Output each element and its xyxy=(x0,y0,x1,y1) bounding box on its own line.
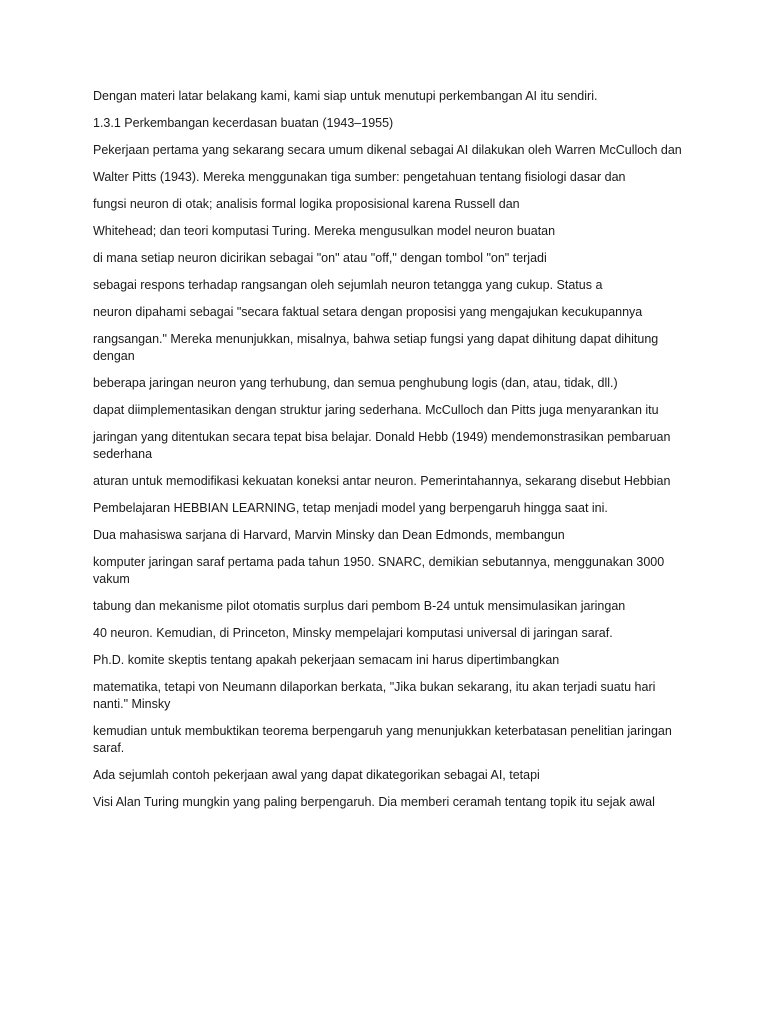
paragraph: di mana setiap neuron dicirikan sebagai "on" atau "off," dengan tombol "on" terjadi xyxy=(93,251,547,265)
paragraph: neuron dipahami sebagai "secara faktual setara dengan proposisi yang mengajukan kecukupannya xyxy=(93,305,643,319)
paragraph: Dengan materi latar belakang kami, kami siap untuk menutupi perkembangan AI itu sendiri. xyxy=(93,89,598,103)
paragraph: Pembelajaran HEBBIAN LEARNING, tetap menjadi model yang berpengaruh hingga saat ini. xyxy=(93,501,608,515)
paragraph: 40 neuron. Kemudian, di Princeton, Minsky mempelajari komputasi universal di jaringan saraf. xyxy=(93,626,613,640)
section-heading: 1.3.1 Perkembangan kecerdasan buatan (1943–1955) xyxy=(93,116,394,130)
paragraph: Ada sejumlah contoh pekerjaan awal yang dapat dikategorikan sebagai AI, tetapi xyxy=(93,768,540,782)
paragraph: sebagai respons terhadap rangsangan oleh sejumlah neuron tetangga yang cukup. Status a xyxy=(93,278,603,292)
paragraph: komputer jaringan saraf pertama pada tahun 1950. SNARC, demikian sebutannya, menggunakan 3000 vakum xyxy=(93,555,665,586)
paragraph: Dua mahasiswa sarjana di Harvard, Marvin Minsky dan Dean Edmonds, membangun xyxy=(93,528,565,542)
paragraph: fungsi neuron di otak; analisis formal logika proposisional karena Russell dan xyxy=(93,197,520,211)
paragraph: matematika, tetapi von Neumann dilaporkan berkata, "Jika bukan sekarang, itu akan terjadi suatu hari nanti." Minsky xyxy=(93,680,656,711)
paragraph: tabung dan mekanisme pilot otomatis surplus dari pembom B-24 untuk mensimulasikan jaringan xyxy=(93,599,626,613)
document-page xyxy=(93,88,693,821)
paragraph: beberapa jaringan neuron yang terhubung, dan semua penghubung logis (dan, atau, tidak, dll.) xyxy=(93,376,618,390)
paragraph: Walter Pitts (1943). Mereka menggunakan tiga sumber: pengetahuan tentang fisiologi dasar dan xyxy=(93,170,626,184)
paragraph: jaringan yang ditentukan secara tepat bisa belajar. Donald Hebb (1949) mendemonstrasikan pembaruan sederhana xyxy=(93,430,671,461)
paragraph: Pekerjaan pertama yang sekarang secara umum dikenal sebagai AI dilakukan oleh Warren McCulloch dan xyxy=(93,143,682,157)
paragraph: Ph.D. komite skeptis tentang apakah pekerjaan semacam ini harus dipertimbangkan xyxy=(93,653,560,667)
paragraph: Visi Alan Turing mungkin yang paling berpengaruh. Dia memberi ceramah tentang topik itu sejak awal xyxy=(93,795,655,809)
paragraph: kemudian untuk membuktikan teorema berpengaruh yang menunjukkan keterbatasan penelitian jaringan saraf. xyxy=(93,724,672,755)
paragraph: dapat diimplementasikan dengan struktur jaring sederhana. McCulloch dan Pitts juga menyarankan itu xyxy=(93,403,659,417)
paragraph: aturan untuk memodifikasi kekuatan koneksi antar neuron. Pemerintahannya, sekarang disebut Hebbian xyxy=(93,474,671,488)
paragraph: Whitehead; dan teori komputasi Turing. Mereka mengusulkan model neuron buatan xyxy=(93,224,556,238)
paragraph: rangsangan." Mereka menunjukkan, misalnya, bahwa setiap fungsi yang dapat dihitung dapat dihitung dengan xyxy=(93,332,659,363)
